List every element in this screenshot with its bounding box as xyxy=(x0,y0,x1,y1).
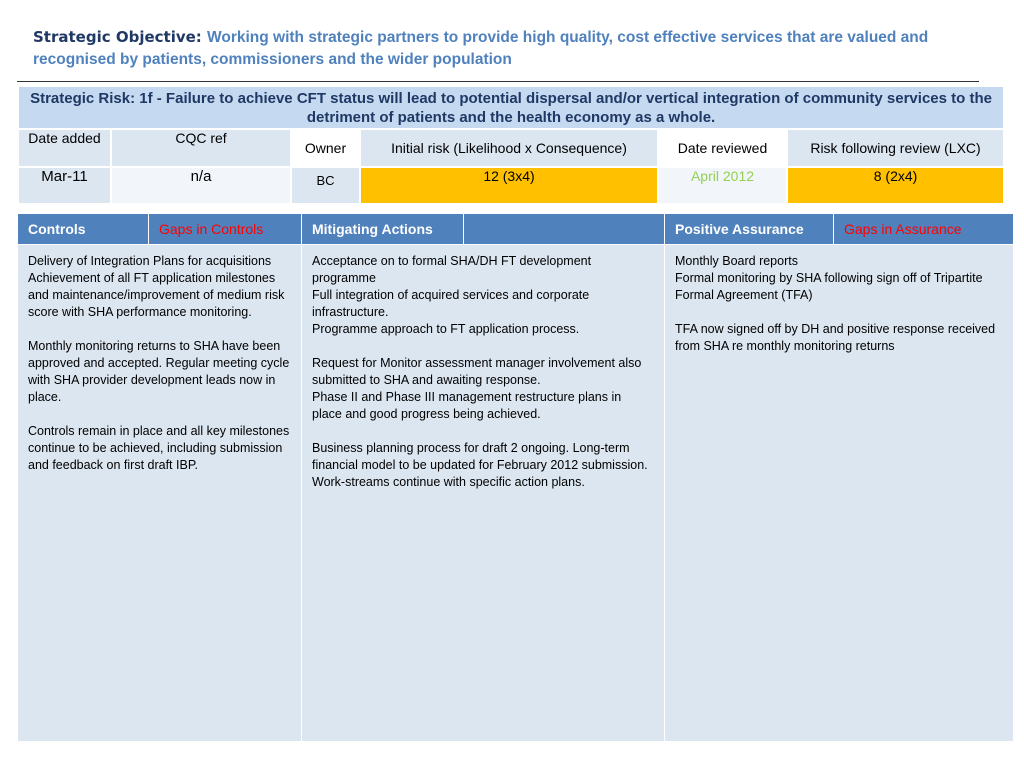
divider-line xyxy=(17,81,979,82)
text-line: Business planning process for draft 2 ongoing. Long-term financial model to be updated for February 2012 submission. Work-streams continue with specific action plans. xyxy=(312,441,648,489)
text-line xyxy=(28,321,291,338)
text-line xyxy=(312,423,654,440)
value-risk-following-review: 8 (2x4) xyxy=(787,167,1004,204)
strategic-risk-title: Strategic Risk: 1f - Failure to achieve CFT status will lead to potential dispersal and/or vertical integration of community services to the detriment of patients and the health economy as a whole. xyxy=(18,86,1004,129)
value-initial-risk: 12 (3x4) xyxy=(360,167,658,204)
header-mitigating-actions: Mitigating Actions xyxy=(302,214,464,245)
header-owner: Owner xyxy=(291,129,360,167)
text-line xyxy=(312,338,654,355)
text-line xyxy=(675,304,1003,321)
text-line: TFA now signed off by DH and positive response received from SHA re monthly monitoring returns xyxy=(675,322,996,353)
controls-table xyxy=(17,213,1014,742)
header-date-reviewed: Date reviewed xyxy=(658,129,787,167)
header-cqc-ref: CQC ref xyxy=(111,129,291,167)
text-line: Request for Monitor assessment manager involvement also submitted to SHA and awaiting response. xyxy=(312,356,642,387)
text-line: Acceptance on to formal SHA/DH FT development programme xyxy=(312,254,592,285)
text-line: Achievement of all FT application milestones and maintenance/improvement of medium risk score with SHA performance monitoring. xyxy=(28,271,285,319)
header-date-added: Date added xyxy=(18,129,111,167)
text-line: Formal monitoring by SHA following sign off of Tripartite Formal Agreement (TFA) xyxy=(675,271,983,302)
header-controls: Controls xyxy=(18,214,149,245)
header-gaps-in-assurance: Gaps in Assurance xyxy=(834,214,1014,245)
positive-assurance-content xyxy=(665,245,1014,742)
strategic-objective xyxy=(33,26,983,71)
value-date-reviewed: April 2012 xyxy=(658,167,787,204)
header-blank xyxy=(464,214,665,245)
header-risk-following-review: Risk following review (LXC) xyxy=(787,129,1004,167)
header-initial-risk: Initial risk (Likelihood x Consequence) xyxy=(360,129,658,167)
objective-text: Working with strategic partners to provide high quality, cost effective services that are valued and recognised by patients, commissioners and the wider population xyxy=(33,29,929,68)
text-line xyxy=(28,406,291,423)
objective-label: Strategic Objective: xyxy=(33,28,208,46)
text-line: Controls remain in place and all key milestones continue to be achieved, including submission and feedback on first draft IBP. xyxy=(28,424,290,472)
text-line: Monthly monitoring returns to SHA have been approved and accepted. Regular meeting cycle with SHA provider development leads now in place. xyxy=(28,339,290,404)
text-line: Delivery of Integration Plans for acquisitions xyxy=(28,254,272,268)
value-date-added: Mar-11 xyxy=(18,167,111,204)
controls-content xyxy=(18,245,302,742)
text-line: Full integration of acquired services and corporate infrastructure. xyxy=(312,288,590,319)
header-gaps-in-controls: Gaps in Controls xyxy=(149,214,302,245)
text-line: Programme approach to FT application process. xyxy=(312,322,580,336)
risk-table xyxy=(17,85,1005,205)
value-owner: BC xyxy=(291,167,360,204)
header-positive-assurance: Positive Assurance xyxy=(665,214,834,245)
text-line: Monthly Board reports xyxy=(675,254,798,268)
value-cqc-ref: n/a xyxy=(111,167,291,204)
mitigating-actions-content xyxy=(302,245,665,742)
text-line: Phase II and Phase III management restructure plans in place and good progress being achieved. xyxy=(312,390,622,421)
